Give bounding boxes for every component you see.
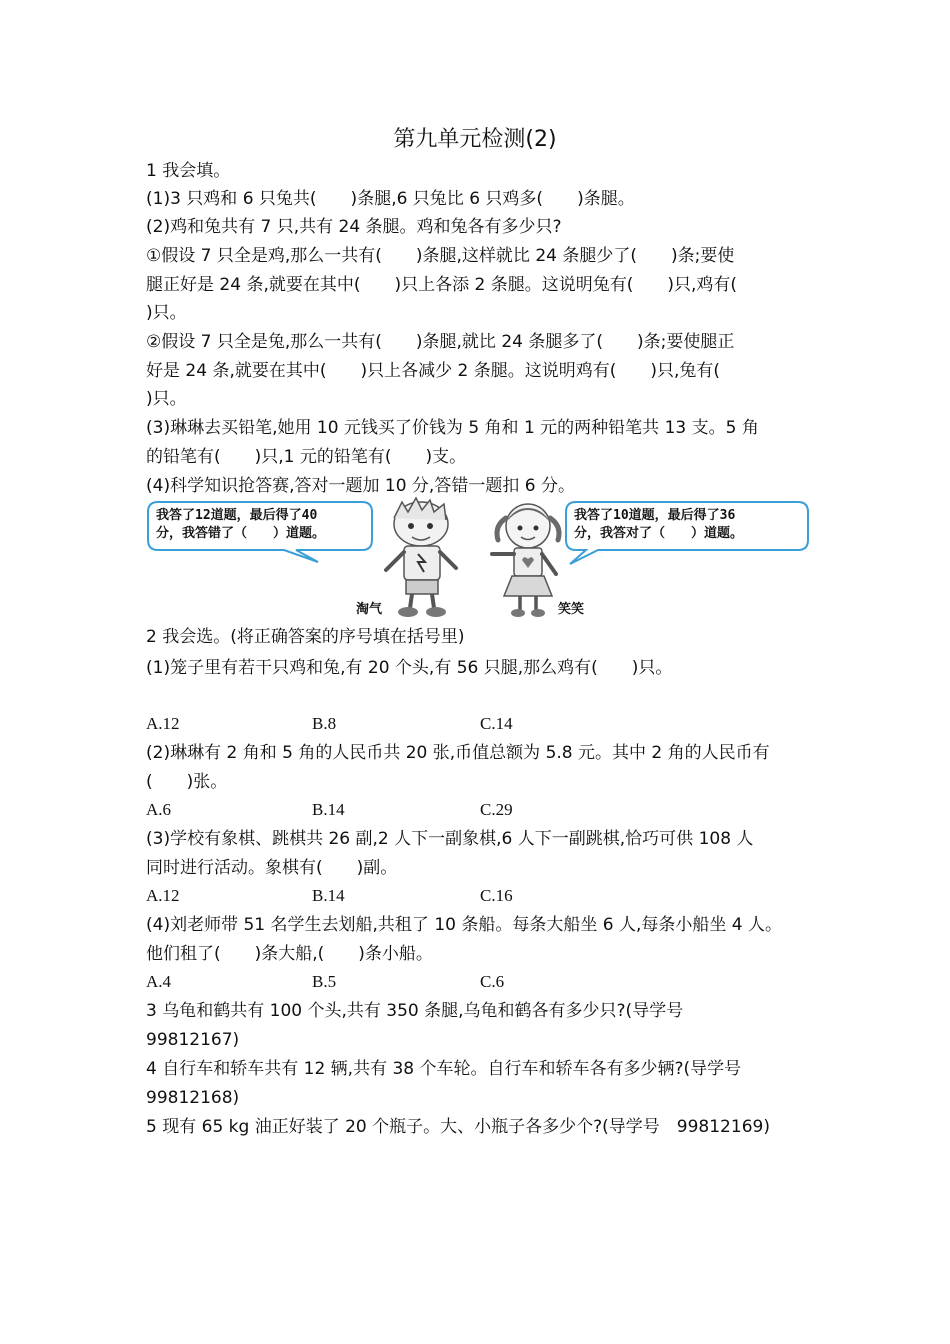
- s2-q3-option-c: C.16: [480, 886, 513, 905]
- s1-line-2: (2)鸡和兔共有 7 只,共有 24 条腿。鸡和兔各有多少只?: [146, 217, 562, 237]
- label-xiaoxiao: 笑笑: [558, 602, 585, 617]
- section-5-line-1: 5 现有 65 kg 油正好装了 20 个瓶子。大、小瓶子各多少个?(导学号 99812169): [146, 1117, 770, 1137]
- s2-q2-line-1: (2)琳琳有 2 角和 5 角的人民币共 20 张,币值总额为 5.8 元。其中 2 角的人民币有: [146, 743, 770, 763]
- s2-q4-option-b: B.5: [312, 972, 337, 991]
- s2-q2-option-c: C.29: [480, 800, 513, 819]
- bubble-right-line-2: 分，我答对了（ ）道题。: [574, 526, 744, 541]
- s2-q4-line-1: (4)刘老师带 51 名学生去划船,共租了 10 条船。每条大船坐 6 人,每条小船坐 4 人。: [146, 915, 783, 935]
- s1-line-3: ①假设 7 只全是鸡,那么一共有( )条腿,这样就比 24 条腿少了( )条;要使: [146, 246, 735, 266]
- bubble-left-line-1: 我答了12道题，最后得了40: [156, 508, 318, 523]
- section-1-heading: 1 我会填。: [146, 161, 231, 181]
- s2-q1-option-a: A.12: [146, 714, 180, 733]
- bubble-right-line-1: 我答了10道题，最后得了36: [574, 508, 736, 523]
- boy-taoqi-figure: [386, 498, 456, 617]
- s1-line-6: ②假设 7 只全是兔,那么一共有( )条腿,就比 24 条腿多了( )条;要使腿正: [146, 332, 735, 352]
- quiz-illustration: [146, 496, 811, 622]
- label-taoqi: 淘气: [356, 602, 383, 617]
- section-4-line-2: 99812168): [146, 1088, 240, 1108]
- s2-q3-line-2: 同时进行活动。象棋有( )副。: [146, 858, 398, 878]
- section-2-heading: 2 我会选。(将正确答案的序号填在括号里): [146, 627, 465, 647]
- s2-q1-option-c: C.14: [480, 714, 513, 733]
- s1-line-7: 好是 24 条,就要在其中( )只上各减少 2 条腿。这说明鸡有( )只,兔有(: [146, 361, 721, 381]
- s1-line-10: 的铅笔有( )只,1 元的铅笔有( )支。: [146, 447, 467, 467]
- s2-q4-option-c: C.6: [480, 972, 505, 991]
- s1-line-4: 腿正好是 24 条,就要在其中( )只上各添 2 条腿。这说明兔有( )只,鸡有(: [146, 275, 738, 295]
- s1-line-9: (3)琳琳去买铅笔,她用 10 元钱买了价钱为 5 角和 1 元的两种铅笔共 13 支。5 角: [146, 418, 759, 438]
- s1-line-11: (4)科学知识抢答赛,答对一题加 10 分,答错一题扣 6 分。: [146, 476, 575, 496]
- s1-line-5: )只。: [146, 303, 187, 323]
- s2-q2-option-a: A.6: [146, 800, 172, 819]
- page-title: 第九单元检测(2): [393, 127, 557, 152]
- section-3-line-2: 99812167): [146, 1030, 240, 1050]
- section-4-line-1: 4 自行车和轿车共有 12 辆,共有 38 个车轮。自行车和轿车各有多少辆?(导学号: [146, 1059, 742, 1079]
- section-3-line-1: 3 乌龟和鹤共有 100 个头,共有 350 条腿,乌龟和鹤各有多少只?(导学号: [146, 1001, 684, 1021]
- s1-line-1: (1)3 只鸡和 6 只兔共( )条腿,6 只兔比 6 只鸡多( )条腿。: [146, 189, 635, 209]
- s1-line-8: )只。: [146, 389, 187, 409]
- s2-q1-option-b: B.8: [312, 714, 337, 733]
- s2-q4-option-a: A.4: [146, 972, 172, 991]
- s2-q3-option-a: A.12: [146, 886, 180, 905]
- s2-q3-line-1: (3)学校有象棋、跳棋共 26 副,2 人下一副象棋,6 人下一副跳棋,恰巧可供 108 人: [146, 829, 754, 849]
- s2-q1: (1)笼子里有若干只鸡和兔,有 20 个头,有 56 只腿,那么鸡有( )只。: [146, 658, 673, 678]
- girl-xiaoxiao-figure: [492, 504, 559, 617]
- s2-q3-option-b: B.14: [312, 886, 345, 905]
- s2-q2-line-2: ( )张。: [146, 772, 228, 792]
- s2-q2-option-b: B.14: [312, 800, 345, 819]
- bubble-left-line-2: 分，我答错了（ ）道题。: [156, 526, 326, 541]
- s2-q4-line-2: 他们租了( )条大船,( )条小船。: [146, 944, 433, 964]
